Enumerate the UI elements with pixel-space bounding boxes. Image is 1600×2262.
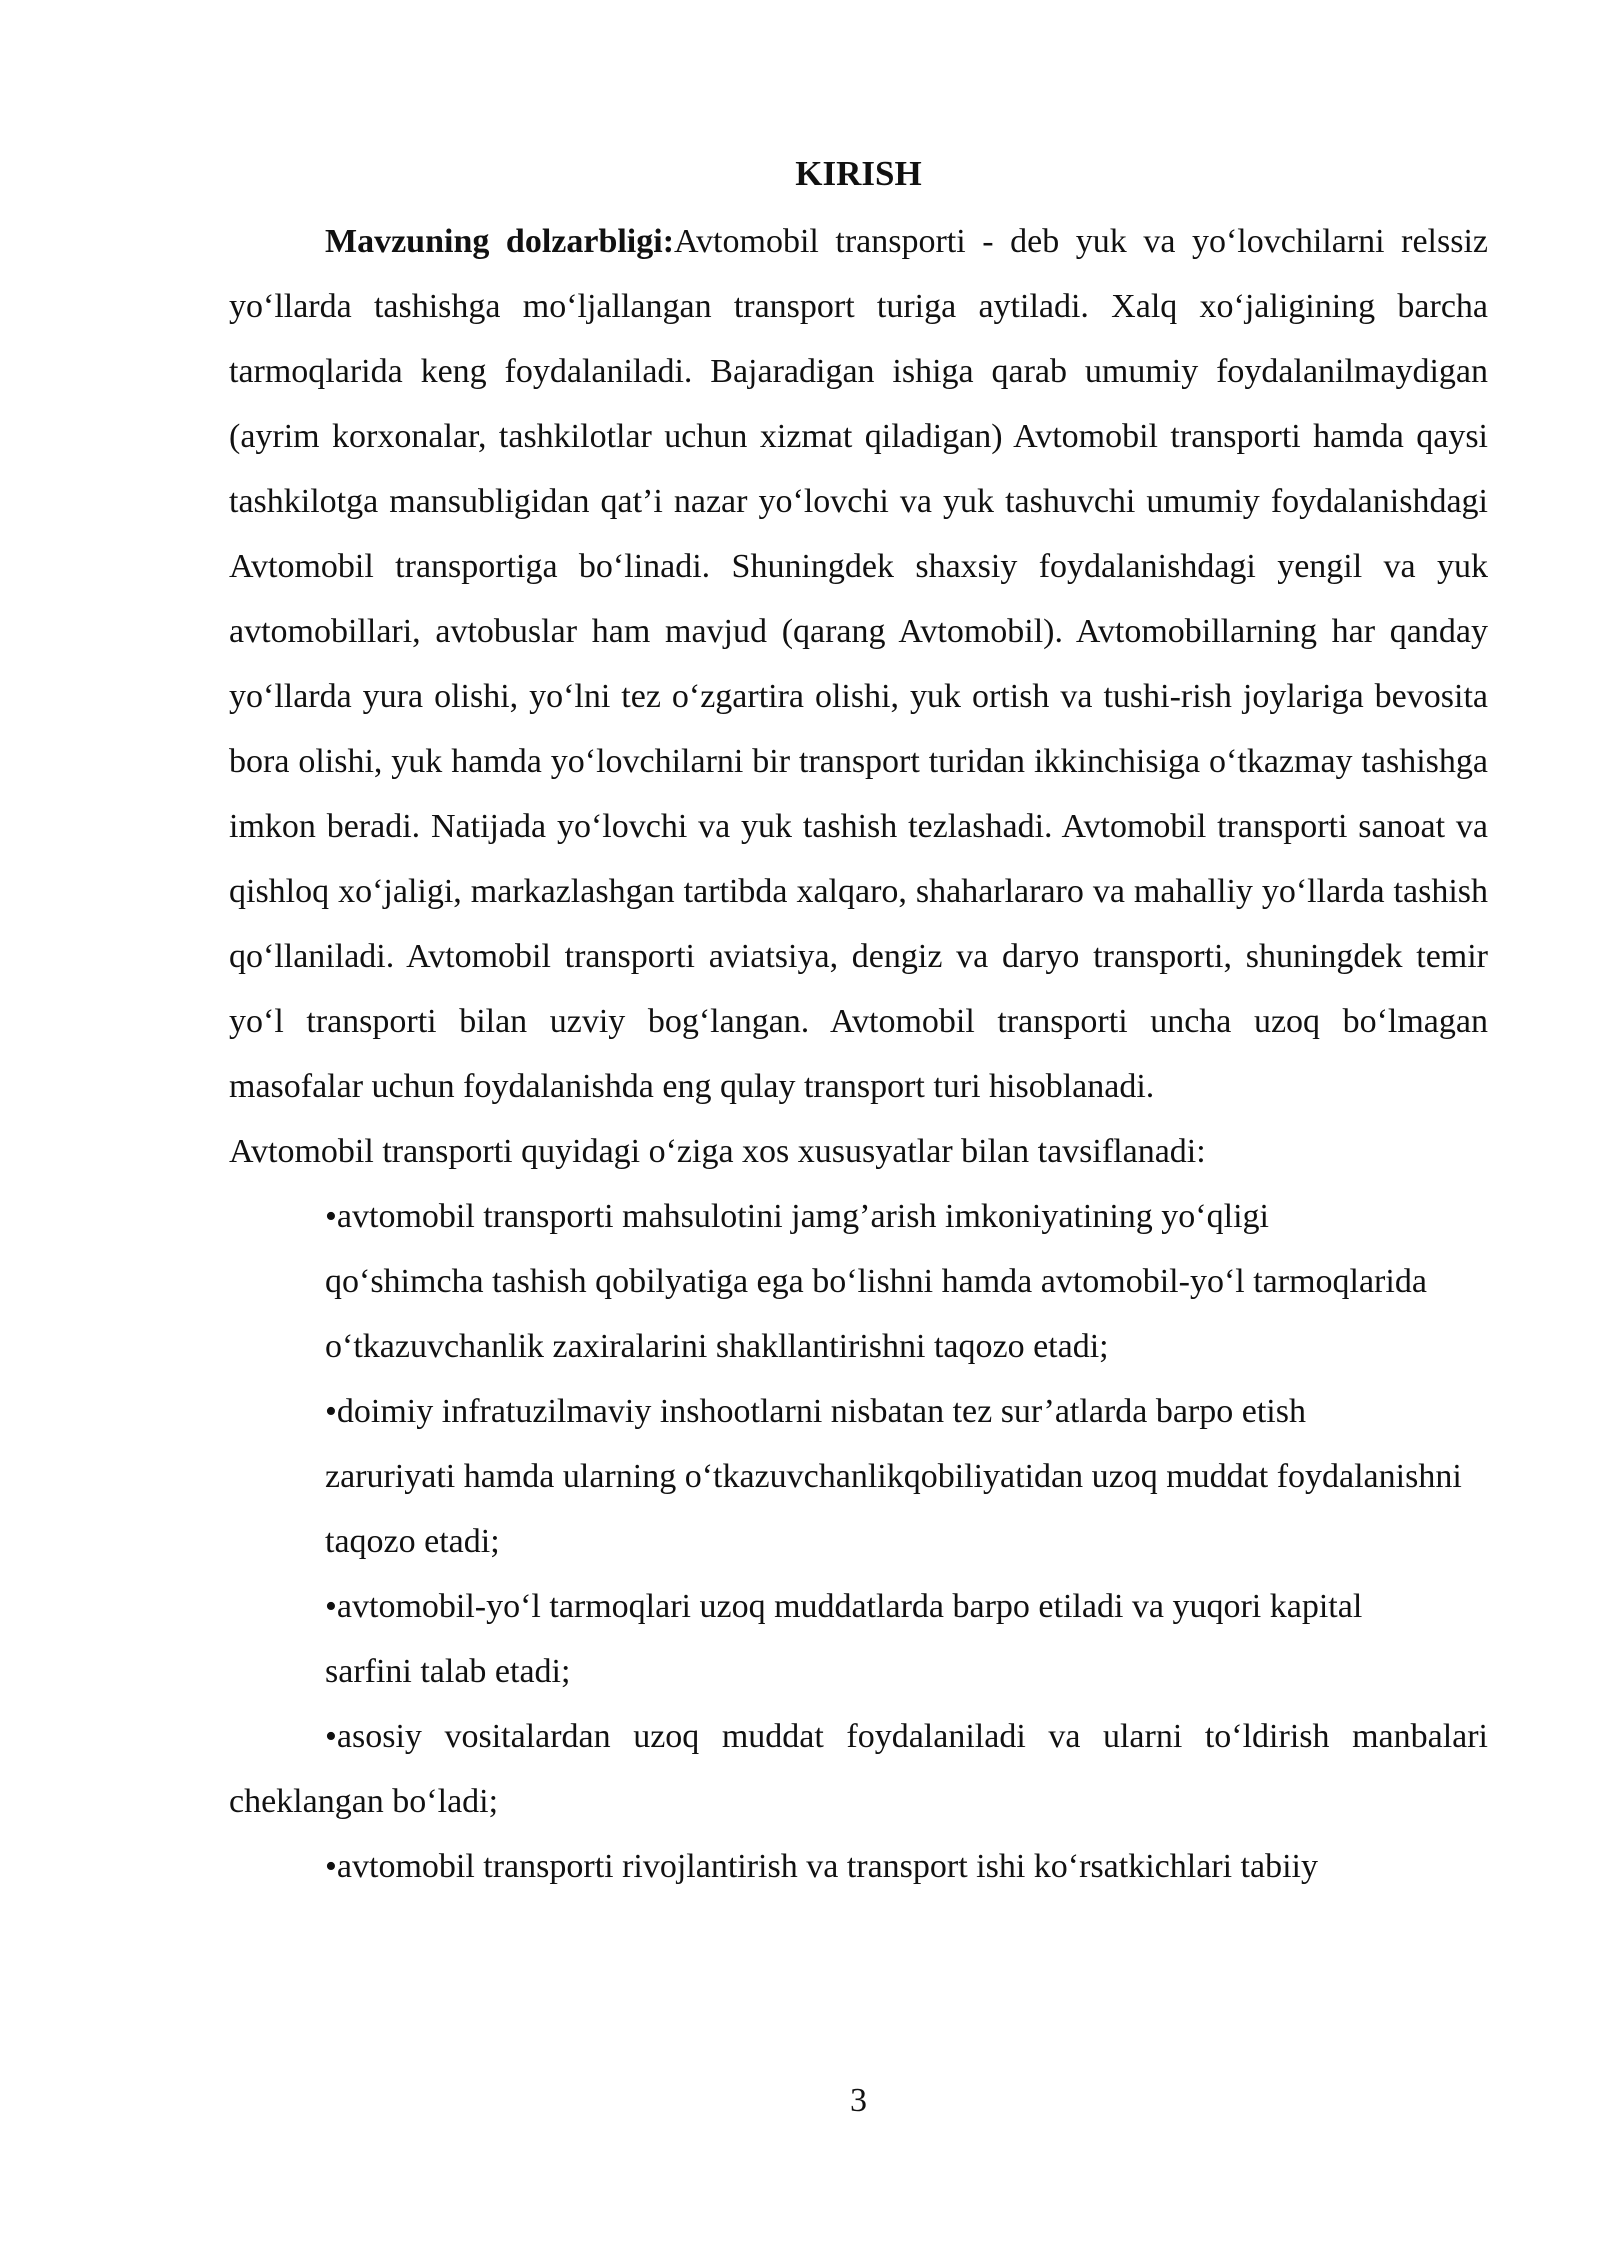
text-line-7: •avtomobil-yo‘l tarmoqlari uzoq muddatlarda barpo etiladi va yuqori kapital: [325, 1588, 1363, 1625]
text-line-5: zaruriyati hamda ularning o‘tkazuvchanlikqobiliyatidan uzoq muddat foydalanishni: [325, 1458, 1462, 1495]
page-title: KIRISH: [795, 154, 922, 193]
text-line-4: •doimiy infratuzilmaviy inshootlarni nisbatan tez sur’atlarda barpo etish: [325, 1393, 1306, 1430]
text-line-1: •avtomobil transporti mahsulotini jamg’arish imkoniyatining yo‘qligi: [325, 1198, 1269, 1235]
intro-label: Mavzuning dolzarbligi:: [325, 223, 675, 260]
text-line-8: sarfini talab etadi;: [325, 1653, 571, 1690]
text-line-9: •asosiy vositalardan uzoq muddat foydalaniladi va ularni to‘ldirish manbalari cheklangan bo‘ladi;: [229, 1718, 1488, 1820]
text-line-10: •avtomobil transporti rivojlantirish va transport ishi ko‘rsatkichlari tabiiy: [325, 1848, 1318, 1885]
page-number: 3: [850, 2082, 867, 2119]
body-text: [229, 209, 1488, 1899]
text-line-3: o‘tkazuvchanlik zaxiralarini shakllantirishni taqozo etadi;: [325, 1328, 1109, 1365]
text-line-6: taqozo etadi;: [325, 1523, 500, 1560]
intro-paragraph: [229, 209, 1488, 1119]
text-line-2: qo‘shimcha tashish qobilyatiga ega bo‘lishni hamda avtomobil-yo‘l tarmoqlarida: [325, 1263, 1427, 1300]
intro-text: Avtomobil transporti - deb yuk va yo‘lovchilarni relssiz yo‘llarda tashishga mo‘ljallangan transport turiga aytiladi. Xalq xo‘jaligining barcha tarmoqlarida keng foydalaniladi. Bajaradigan ishiga qarab umumiy foydalanilmaydigan (ayrim korxonalar, tashkilotlar uchun xizmat qiladigan) Avtomobil transporti hamda qaysi tashkilotga mansubligidan qat’i nazar yo‘lovchi va yuk tashuvchi umumiy foydalanishdagi Avtomobil transportiga bo‘linadi. Shuningdek shaxsiy foydalanishdagi yengil va yuk avtomobillari, avtobuslar ham mavjud (qarang Avtomobil). Avtomobillarning har qanday yo‘llarda yura olishi, yo‘lni tez o‘zgartira olishi, yuk ortish va tushi-rish joylariga bevosita bora olishi, yuk hamda yo‘lovchilarni bir transport turidan ikkinchisiga o‘tkazmay tashishga imkon beradi. Natijada yo‘lovchi va yuk tashish tezlashadi. Avtomobil transporti sanoat va qishloq xo‘jaligi, markazlashgan tartibda xalqaro, shaharlararo va mahalliy yo‘llarda tashish qo‘llaniladi. Avtomobil transporti aviatsiya, dengiz va daryo transporti, shuningdek temir yo‘l transporti bilan uzviy bog‘langan. Avtomobil transporti uncha uzoq bo‘lmagan masofalar uchun foydalanishda eng qulay transport turi hisoblanadi.: [229, 223, 1488, 1105]
features-intro: Avtomobil transporti quyidagi o‘ziga xos xususyatlar bilan tavsiflanadi:: [229, 1133, 1206, 1170]
